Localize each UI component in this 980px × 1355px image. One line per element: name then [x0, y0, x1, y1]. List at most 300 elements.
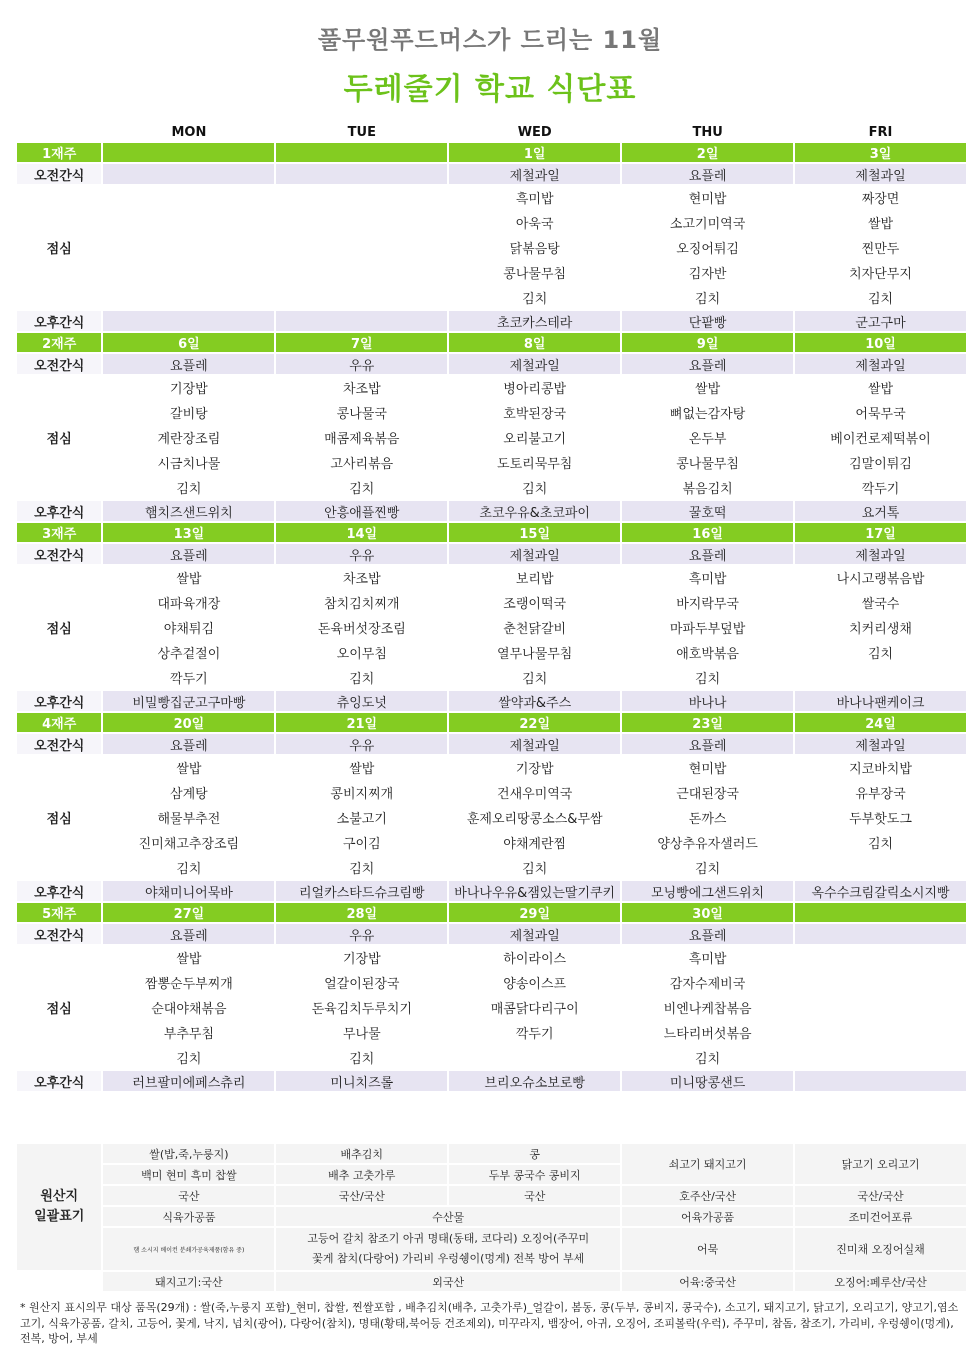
- lunch-dish: 현미밥: [688, 762, 727, 777]
- lunch-dish: 조랭이떡국: [503, 597, 567, 612]
- am-snack-label: 오전간식: [17, 164, 101, 184]
- lunch-dish: 참치김치찌개: [324, 597, 400, 612]
- lunch-dish: 쌀밥: [176, 572, 202, 587]
- week-label: 5재주: [17, 903, 101, 922]
- pm-snack-label: 오후간식: [17, 1071, 101, 1091]
- am-snack-cell: 제철과일: [795, 354, 966, 374]
- lunch-dish: 매콤제육볶음: [324, 432, 400, 447]
- lunch-row: [17, 616, 966, 639]
- week-row: [17, 143, 966, 162]
- lunch-dish: 콩나물무침: [676, 457, 739, 472]
- pm-snack-cell: 초코우유&초코파이: [449, 501, 620, 521]
- lunch-dish: [103, 261, 274, 284]
- pm-snack-cell: 미니땅콩샌드: [622, 1071, 793, 1091]
- lunch-row: [17, 996, 966, 1019]
- lunch-row: [17, 376, 966, 399]
- pm-snack-label: 오후간식: [17, 311, 101, 331]
- origin-cell: 국산: [103, 1186, 274, 1205]
- origin-cell: 배추김치: [276, 1144, 447, 1163]
- am-snack-cell: 요플레: [622, 544, 793, 564]
- date-cell: [276, 143, 447, 162]
- am-snack-cell: 제철과일: [449, 354, 620, 374]
- lunch-dish: 유부장국: [855, 787, 906, 802]
- lunch-row: [17, 971, 966, 994]
- lunch-dish: 진미채고추장조림: [138, 837, 240, 852]
- origin-note: * 원산지 표시의무 대상 품목(29개) : 쌀(죽,누룽지 포함)_현미, 찹쌀, 찐쌀포함 , 배추김치(배추, 고춧가루)_얼갈이, 봄동, 콩(두부, 콩비지, 콩국수), 소고기, 돼지고기, 닭고기, 오리고기, 양고기,염소고기, 식육가공품, 갈치, 고등어, 꽃게, 낙지, 넙치(광어), 다랑어(참치), 명태(황태,북어등 건조제외), 미꾸라지, 뱀장어, 아귀, 오징어, 조피볼락(우럭), 주꾸미, 참돔, 참조기, 가리비, 우렁쉥이(멍게), 전복, 방어, 부세: [20, 1301, 959, 1345]
- lunch-dish: 부추무침: [163, 1027, 214, 1042]
- origin-cell: 국산/국산: [795, 1186, 966, 1205]
- lunch-dish: 야채계란찜: [503, 837, 567, 852]
- lunch-dish: [795, 946, 966, 969]
- lunch-dish: 돈육버섯장조림: [317, 622, 406, 637]
- lunch-row: [17, 236, 966, 259]
- pm-snack-cell: 옥수수크림갈릭소시지빵: [795, 881, 966, 901]
- pm-snack-cell: 초코카스테라: [449, 311, 620, 331]
- am-snack-cell: 요플레: [103, 544, 274, 564]
- lunch-dish: 쌀밥: [349, 762, 375, 777]
- lunch-row: [17, 806, 966, 829]
- lunch-dish: 마파두부덮밥: [669, 622, 746, 637]
- lunch-dish: 양상추유자샐러드: [657, 837, 758, 852]
- week-row: [17, 523, 966, 542]
- lunch-dish: 오징어튀김: [676, 242, 739, 257]
- lunch-dish: [795, 666, 966, 689]
- lunch-dish: 뼈없는감자탕: [669, 407, 746, 422]
- lunch-dish: 김치: [695, 1052, 721, 1067]
- lunch-label: 점심: [46, 812, 72, 827]
- origin-cell: 백미 현미 흑미 찹쌀: [103, 1165, 274, 1184]
- date-cell: 20일: [103, 713, 274, 732]
- lunch-row: [17, 666, 966, 689]
- lunch-dish: 흑미밥: [688, 952, 727, 967]
- origin-cell: 호주산/국산: [622, 1186, 793, 1205]
- lunch-dish: 소불고기: [336, 812, 387, 827]
- lunch-dish: 갈비탕: [170, 407, 208, 422]
- am-snack-row: [17, 924, 966, 944]
- date-cell: 7일: [276, 333, 447, 352]
- lunch-dish: 김치: [695, 292, 721, 307]
- lunch-dish: 쌀밥: [867, 217, 894, 232]
- lunch-label: 점심: [46, 432, 72, 447]
- pm-snack-cell: 러브팔미에페스츄리: [103, 1071, 274, 1091]
- am-snack-cell: 제철과일: [449, 544, 620, 564]
- week-label: 3재주: [17, 523, 101, 542]
- origin-cell: 어육:중국산: [622, 1272, 793, 1291]
- lunch-dish: 온두부: [688, 432, 727, 447]
- lunch-dish: 김자반: [688, 267, 727, 282]
- origin-cell: 두부 콩국수 콩비지: [449, 1165, 620, 1184]
- lunch-dish: 김치: [522, 862, 548, 877]
- lunch-dish: 도토리묵무침: [497, 457, 573, 472]
- pm-snack-cell: 바나나팬케이크: [795, 691, 966, 711]
- lunch-dish: 고사리볶음: [330, 457, 394, 472]
- date-cell: 17일: [795, 523, 966, 542]
- lunch-dish: 무나물: [342, 1027, 381, 1042]
- lunch-dish: 아욱국: [515, 217, 554, 232]
- am-snack-label: 오전간식: [17, 734, 101, 754]
- lunch-dish: 매콤닭다리구이: [490, 1002, 579, 1017]
- lunch-dish: [795, 1046, 966, 1069]
- pm-snack-cell: 요거톡: [795, 501, 966, 521]
- lunch-dish: [276, 261, 447, 284]
- origin-cell: 조미건어포류: [795, 1207, 966, 1226]
- day-header: THU: [692, 124, 723, 140]
- day-header-row: [17, 123, 966, 141]
- am-snack-cell: [276, 164, 447, 184]
- origin-table: [15, 1142, 968, 1293]
- pm-snack-cell: 군고구마: [795, 311, 966, 331]
- lunch-row: [17, 186, 966, 209]
- origin-cell: 오징어:페루산/국산: [795, 1272, 966, 1291]
- lunch-dish: [276, 236, 447, 259]
- am-snack-cell: 우유: [276, 544, 447, 564]
- origin-cell: 쇠고기 돼지고기: [622, 1144, 793, 1184]
- am-snack-cell: 우유: [276, 924, 447, 944]
- origin-label-line2: 일괄표기: [34, 1209, 85, 1224]
- date-cell: 16일: [622, 523, 793, 542]
- lunch-dish: 김치: [695, 672, 721, 687]
- lunch-dish: 콩비지찌개: [330, 787, 394, 802]
- pm-snack-cell: 바나나우유&잼있는딸기쿠키: [449, 881, 620, 901]
- lunch-dish: 열무나물무침: [497, 647, 573, 662]
- lunch-dish: 쌀밥: [176, 762, 202, 777]
- lunch-dish: 김치: [176, 862, 202, 877]
- am-snack-cell: 제철과일: [449, 734, 620, 754]
- date-cell: 9일: [622, 333, 793, 352]
- lunch-row: [17, 946, 966, 969]
- lunch-dish: 쌀밥: [176, 952, 202, 967]
- origin-cell: 수산물: [276, 1207, 620, 1226]
- am-snack-row: [17, 544, 966, 564]
- am-snack-cell: [103, 164, 274, 184]
- origin-seafood-line2: 꽃게 참치(다랑어) 가리비 우렁쉥이(멍게) 전복 방어 부세: [312, 1252, 585, 1265]
- lunch-dish: 구이김: [342, 837, 381, 852]
- pm-snack-cell: 미니치즈롤: [276, 1071, 447, 1091]
- pm-snack-row: [17, 1071, 966, 1091]
- lunch-dish: 쌀밥: [695, 382, 721, 397]
- pm-snack-label: 오후간식: [17, 501, 101, 521]
- lunch-dish: 건새우미역국: [497, 787, 573, 802]
- lunch-dish: 야채튀김: [163, 622, 214, 637]
- date-cell: 14일: [276, 523, 447, 542]
- date-cell: 6일: [103, 333, 274, 352]
- lunch-dish: 훈제오리땅콩소스&무쌈: [466, 812, 603, 827]
- pm-snack-cell: 모닝빵에그샌드위치: [622, 881, 793, 901]
- page-subtitle: 풀무원푸드머스가 드리는 11월: [317, 26, 663, 54]
- am-snack-cell: 요플레: [103, 734, 274, 754]
- day-header: TUE: [347, 124, 376, 140]
- week-row: [17, 713, 966, 732]
- lunch-dish: [795, 971, 966, 994]
- lunch-dish: [795, 1021, 966, 1044]
- lunch-row: [17, 211, 966, 234]
- am-snack-cell: 제철과일: [449, 164, 620, 184]
- am-snack-label: 오전간식: [17, 544, 101, 564]
- lunch-label: 점심: [46, 622, 72, 637]
- lunch-dish: 김치: [522, 482, 548, 497]
- origin-cell: 배추 고춧가루: [276, 1165, 447, 1184]
- date-cell: 13일: [103, 523, 274, 542]
- menu-body: [17, 143, 966, 1091]
- lunch-row: [17, 591, 966, 614]
- date-cell: 23일: [622, 713, 793, 732]
- am-snack-label: 오전간식: [17, 924, 101, 944]
- origin-cell: 돼지고기:국산: [103, 1272, 274, 1291]
- lunch-dish: 양송이스프: [503, 977, 567, 992]
- date-cell: 27일: [103, 903, 274, 922]
- lunch-dish: 찐만두: [861, 242, 900, 257]
- lunch-row: [17, 401, 966, 424]
- pm-snack-cell: 안흥애플찐빵: [276, 501, 447, 521]
- am-snack-cell: 우유: [276, 354, 447, 374]
- date-cell: 30일: [622, 903, 793, 922]
- lunch-dish: 소고기미역국: [669, 217, 746, 232]
- pm-snack-cell: 단팥빵: [622, 311, 793, 331]
- pm-snack-row: [17, 501, 966, 521]
- lunch-dish: [103, 211, 274, 234]
- pm-snack-cell: 쌀약과&주스: [449, 691, 620, 711]
- date-cell: 1일: [449, 143, 620, 162]
- date-cell: 22일: [449, 713, 620, 732]
- lunch-dish: [103, 186, 274, 209]
- lunch-dish: 깍두기: [861, 482, 900, 497]
- lunch-dish: [276, 186, 447, 209]
- lunch-dish: 기장밥: [342, 952, 381, 967]
- lunch-dish: 기장밥: [515, 762, 554, 777]
- am-snack-cell: 우유: [276, 734, 447, 754]
- date-cell: [103, 143, 274, 162]
- lunch-dish: 계란장조림: [157, 432, 221, 447]
- lunch-row: [17, 451, 966, 474]
- lunch-dish: 얼갈이된장국: [324, 977, 400, 992]
- pm-snack-row: [17, 691, 966, 711]
- lunch-row: [17, 566, 966, 589]
- origin-cell: 어육가공품: [622, 1207, 793, 1226]
- lunch-dish: [103, 236, 274, 259]
- lunch-dish: 순대야채볶음: [151, 1002, 227, 1017]
- date-cell: 10일: [795, 333, 966, 352]
- pm-snack-label: 오후간식: [17, 691, 101, 711]
- week-row: [17, 333, 966, 352]
- origin-cell: 식육가공품: [103, 1207, 274, 1226]
- week-label: 4재주: [17, 713, 101, 732]
- lunch-dish: 근대된장국: [676, 787, 739, 802]
- lunch-row: [17, 286, 966, 309]
- am-snack-cell: 요플레: [622, 734, 793, 754]
- pm-snack-cell: [276, 311, 447, 331]
- lunch-dish: 시금치나물: [157, 457, 221, 472]
- lunch-row: [17, 426, 966, 449]
- lunch-dish: 보리밥: [515, 572, 554, 587]
- date-cell: 15일: [449, 523, 620, 542]
- lunch-dish: 김치: [176, 482, 202, 497]
- lunch-dish: 감자수제비국: [669, 977, 746, 992]
- lunch-dish: 콩나물국: [336, 407, 387, 422]
- am-snack-row: [17, 354, 966, 374]
- origin-cell: 닭고기 오리고기: [795, 1144, 966, 1184]
- lunch-dish: 김치: [867, 837, 894, 852]
- lunch-dish: 깍두기: [515, 1027, 554, 1042]
- lunch-dish: 춘천닭갈비: [503, 622, 567, 637]
- lunch-dish: 느타리버섯볶음: [663, 1027, 752, 1042]
- lunch-dish: 병아리콩밥: [503, 382, 567, 397]
- lunch-dish: 기장밥: [170, 382, 208, 397]
- lunch-dish: 돈까스: [688, 812, 727, 827]
- lunch-dish: 상추겉절이: [157, 647, 221, 662]
- lunch-dish: 김치: [522, 292, 548, 307]
- origin-cell: 외국산: [276, 1272, 620, 1291]
- lunch-dish: 치커리생채: [849, 622, 912, 637]
- lunch-dish: 쌀국수: [861, 597, 900, 612]
- lunch-dish: 차조밥: [342, 382, 381, 397]
- lunch-dish: 볶음김치: [682, 482, 733, 497]
- lunch-row: [17, 1021, 966, 1044]
- lunch-dish: 김치: [349, 1052, 375, 1067]
- date-cell: 28일: [276, 903, 447, 922]
- lunch-dish: 하이라이스: [503, 952, 567, 967]
- lunch-dish: [449, 1046, 620, 1069]
- day-header: FRI: [868, 124, 893, 140]
- day-header: WED: [517, 124, 552, 140]
- origin-cell: 어묵: [622, 1228, 793, 1270]
- lunch-dish: 나시고랭볶음밥: [836, 572, 925, 587]
- date-cell: 2일: [622, 143, 793, 162]
- lunch-dish: 짬뽕순두부찌개: [144, 977, 233, 992]
- pm-snack-cell: 바나나: [622, 691, 793, 711]
- am-snack-cell: 요플레: [622, 354, 793, 374]
- am-snack-cell: 요플레: [622, 924, 793, 944]
- am-snack-row: [17, 164, 966, 184]
- lunch-dish: 대파육개장: [157, 597, 221, 612]
- lunch-dish: [795, 996, 966, 1019]
- lunch-row: [17, 856, 966, 879]
- lunch-row: [17, 641, 966, 664]
- date-cell: 3일: [795, 143, 966, 162]
- date-cell: [795, 903, 966, 922]
- lunch-dish: 차조밥: [342, 572, 381, 587]
- pm-snack-cell: [795, 1071, 966, 1091]
- pm-snack-cell: 꿀호떡: [622, 501, 793, 521]
- week-row: [17, 903, 966, 922]
- lunch-dish: 깍두기: [170, 672, 208, 687]
- am-snack-cell: 요플레: [103, 354, 274, 374]
- lunch-dish: [276, 286, 447, 309]
- am-snack-cell: [795, 924, 966, 944]
- lunch-dish: 두부핫도그: [849, 812, 912, 827]
- date-cell: 8일: [449, 333, 620, 352]
- origin-cell: 국산: [449, 1186, 620, 1205]
- day-header-blank: [17, 123, 101, 141]
- origin-blank: [17, 1272, 101, 1291]
- day-header: MON: [171, 124, 207, 140]
- lunch-dish: 오이무침: [336, 647, 387, 662]
- lunch-dish: 김치: [349, 482, 375, 497]
- lunch-dish: 쌀밥: [867, 382, 894, 397]
- am-snack-cell: 요플레: [103, 924, 274, 944]
- lunch-row: [17, 476, 966, 499]
- lunch-dish: [103, 286, 274, 309]
- origin-seafood-line1: 고등어 갈치 참조기 아귀 명태(동태, 코다리) 오징어(주꾸미: [307, 1232, 590, 1245]
- pm-snack-row: [17, 881, 966, 901]
- lunch-dish: 지코바치밥: [849, 762, 912, 777]
- lunch-label: 점심: [46, 1002, 72, 1017]
- origin-cell: 콩: [449, 1144, 620, 1163]
- lunch-dish: 김치: [349, 672, 375, 687]
- lunch-dish: 어묵무국: [855, 407, 906, 422]
- origin-cell: 진미채 오징어실채: [795, 1228, 966, 1270]
- date-cell: 21일: [276, 713, 447, 732]
- origin-cell-processed-meat: 햄 소시지 베이컨 분쇄가공육제품(함유 중): [103, 1228, 274, 1270]
- lunch-dish: 애호박볶음: [676, 647, 739, 662]
- lunch-dish: 김치: [176, 1052, 202, 1067]
- am-snack-row: [17, 734, 966, 754]
- lunch-dish: 베이컨로제떡볶이: [830, 432, 931, 447]
- lunch-dish: 김치: [349, 862, 375, 877]
- date-cell: 24일: [795, 713, 966, 732]
- am-snack-label: 오전간식: [17, 354, 101, 374]
- lunch-dish: 김치: [522, 672, 548, 687]
- pm-snack-cell: 야채미니어묵바: [103, 881, 274, 901]
- lunch-label: 점심: [46, 242, 72, 257]
- am-snack-cell: 요플레: [622, 164, 793, 184]
- pm-snack-cell: [103, 311, 274, 331]
- am-snack-cell: 제철과일: [795, 734, 966, 754]
- origin-cell-seafood: [276, 1228, 620, 1270]
- lunch-dish: 삼계탕: [170, 787, 208, 802]
- pm-snack-label: 오후간식: [17, 881, 101, 901]
- pm-snack-cell: 리얼카스타드슈크림빵: [276, 881, 447, 901]
- menu-table: [15, 121, 968, 1093]
- lunch-dish: 김치: [867, 647, 894, 662]
- lunch-dish: 흑미밥: [688, 572, 727, 587]
- lunch-row: [17, 261, 966, 284]
- pm-snack-row: [17, 311, 966, 331]
- lunch-dish: 해물부추전: [157, 812, 221, 827]
- am-snack-cell: 제철과일: [449, 924, 620, 944]
- lunch-row: [17, 1046, 966, 1069]
- pm-snack-cell: 브리오슈소보로빵: [449, 1071, 620, 1091]
- am-snack-cell: 제철과일: [795, 164, 966, 184]
- lunch-dish: 콩나물무침: [503, 267, 567, 282]
- lunch-dish: 호박된장국: [503, 407, 567, 422]
- origin-cell: 쌀(밥,죽,누룽지): [103, 1144, 274, 1163]
- date-cell: 29일: [449, 903, 620, 922]
- pm-snack-cell: 츄잉도넛: [276, 691, 447, 711]
- lunch-dish: 짜장면: [861, 192, 900, 207]
- lunch-row: [17, 781, 966, 804]
- lunch-dish: 비엔나케찹볶음: [663, 1002, 752, 1017]
- lunch-dish: 김치: [695, 862, 721, 877]
- week-label: 2재주: [17, 333, 101, 352]
- week-label: 1재주: [17, 143, 101, 162]
- am-snack-cell: 제철과일: [795, 544, 966, 564]
- lunch-dish: [795, 856, 966, 879]
- origin-label: [17, 1144, 101, 1270]
- lunch-row: [17, 831, 966, 854]
- lunch-dish: 돈육김치두루치기: [311, 1002, 413, 1017]
- page-title: 두레줄기 학교 식단표: [343, 72, 637, 107]
- origin-cell: 국산/국산: [276, 1186, 447, 1205]
- lunch-dish: 치자단무지: [849, 267, 912, 282]
- lunch-dish: 김치: [867, 292, 894, 307]
- lunch-dish: 흑미밥: [515, 192, 554, 207]
- pm-snack-cell: 비밀빵집군고구마빵: [103, 691, 274, 711]
- lunch-dish: 김말이튀김: [849, 457, 912, 472]
- lunch-dish: 바지락무국: [676, 597, 739, 612]
- origin-label-line1: 원산지: [40, 1189, 79, 1204]
- pm-snack-cell: 햄치즈샌드위치: [103, 501, 274, 521]
- lunch-dish: 오리불고기: [503, 432, 567, 447]
